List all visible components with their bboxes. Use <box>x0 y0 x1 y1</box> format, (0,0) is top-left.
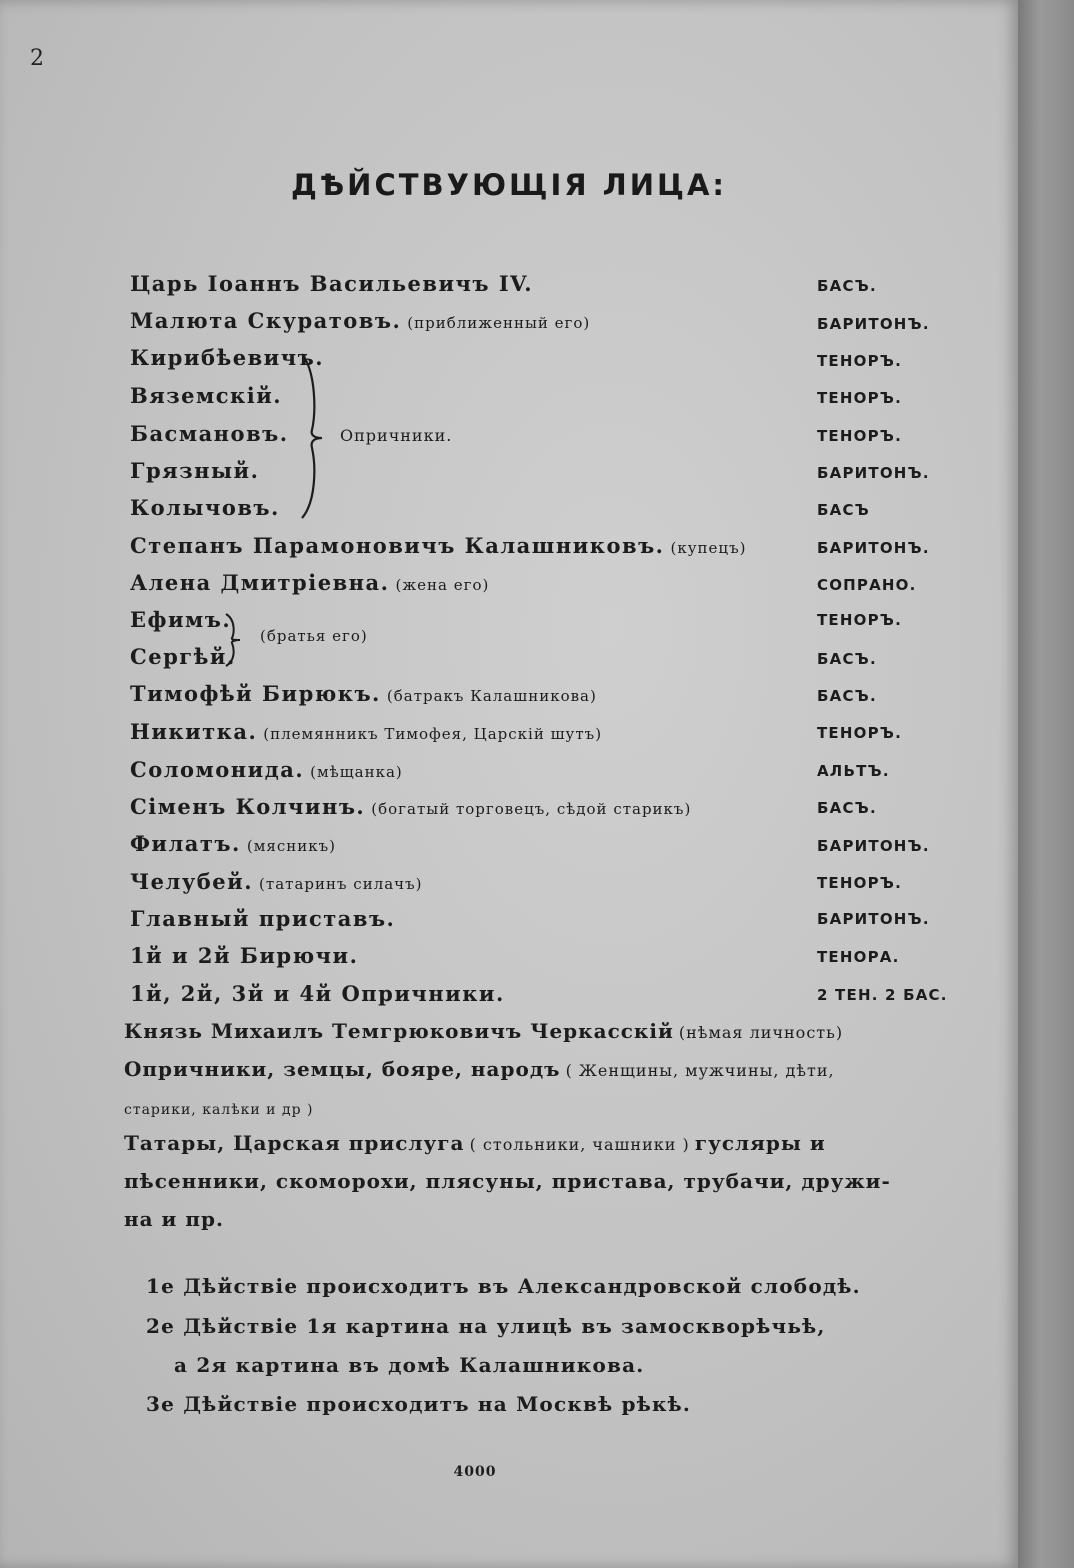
cast-note: (мясникъ) <box>246 837 337 855</box>
cast-voice: БАРИТОНЪ. <box>817 910 930 928</box>
cast-row <box>130 604 231 636</box>
cast-voice: БАСЪ. <box>817 650 877 668</box>
cast-row <box>130 530 746 562</box>
tatars-text: на и пр. <box>124 1207 224 1231</box>
crowd-text: Опричники, земцы, бояре, народъ <box>124 1057 561 1081</box>
oprichniki-brace <box>294 352 324 520</box>
cast-voice: БАСЪ <box>817 501 870 519</box>
cast-row <box>130 455 259 487</box>
cast-name: Вяземскій. <box>130 383 283 408</box>
cast-voice: БАРИТОНЪ. <box>817 837 930 855</box>
cast-name: Грязный. <box>130 458 260 483</box>
cast-name: Никитка. <box>130 719 258 744</box>
tatars-line-1 <box>124 1124 826 1164</box>
cast-row <box>130 978 505 1010</box>
cast-note: (приближенный его) <box>407 314 591 332</box>
cast-name: Сіменъ Колчинъ. <box>130 794 366 819</box>
cast-name: Малюта Скуратовъ. <box>130 308 402 333</box>
cast-name: Сергѣй. <box>130 644 236 669</box>
cast-row <box>130 641 236 673</box>
cast-voice: ТЕНОРА. <box>817 948 900 966</box>
cast-row <box>130 418 289 450</box>
crowd-note-cont: старики, калѣки и др ) <box>124 1102 314 1118</box>
cast-voice: ТЕНОРЪ. <box>817 724 902 742</box>
cast-row <box>130 940 358 972</box>
act-line: 1е Дѣйствіе происходитъ въ Александровской слободѣ. <box>146 1274 861 1298</box>
corner-mark: 2 <box>30 46 44 71</box>
page-number: 4000 <box>453 1464 497 1480</box>
cast-note: (жена его) <box>395 576 490 594</box>
prince-line <box>124 1012 843 1052</box>
cast-row <box>130 903 395 935</box>
oprichniki-label: Опричники. <box>340 426 453 445</box>
cast-voice: БАРИТОНЪ. <box>817 464 930 482</box>
cast-row <box>130 716 602 748</box>
act-line: 2е Дѣйствіе 1я картина на улицѣ въ замоскворѣчьѣ, <box>146 1314 826 1338</box>
brothers-brace <box>222 612 242 668</box>
cast-voice: ТЕНОРЪ. <box>817 611 902 629</box>
page-edge <box>1018 0 1074 1568</box>
cast-note: (купецъ) <box>670 539 747 557</box>
cast-row <box>130 567 489 599</box>
brothers-label: (братья его) <box>260 627 368 645</box>
cast-voice: БАРИТОНЪ. <box>817 315 930 333</box>
cast-name: 1й, 2й, 3й и 4й Опричники. <box>130 981 505 1006</box>
cast-voice: ТЕНОРЪ. <box>817 389 902 407</box>
cast-note: (мѣщанка) <box>310 763 403 781</box>
prince-note: (нѣмая личность) <box>678 1023 844 1042</box>
tatars-line-3 <box>124 1200 224 1240</box>
crowd-note: ( Женщины, мужчины, дѣти, <box>565 1061 835 1080</box>
cast-row <box>130 754 403 786</box>
tatars-text: пѣсенники, скоморохи, плясуны, пристава, трубачи, дружи- <box>124 1169 891 1193</box>
cast-name: Кирибѣевичъ. <box>130 345 325 370</box>
cast-row <box>130 828 336 860</box>
page-title: ДѢЙСТВУЮЩІЯ ЛИЦА: <box>290 168 727 202</box>
cast-voice: ТЕНОРЪ. <box>817 874 902 892</box>
cast-name: Ефимъ. <box>130 607 232 632</box>
crowd-line-1 <box>124 1050 835 1090</box>
tatars-text-cont: гусляры и <box>694 1131 826 1155</box>
cast-name: Соломонида. <box>130 757 305 782</box>
cast-row <box>130 678 597 710</box>
cast-row <box>130 791 691 823</box>
cast-row <box>130 492 280 524</box>
cast-voice: ТЕНОРЪ. <box>817 427 902 445</box>
cast-row <box>130 305 590 337</box>
cast-name: Главный приставъ. <box>130 906 396 931</box>
act-line: 3е Дѣйствіе происходитъ на Москвѣ рѣкѣ. <box>146 1392 692 1416</box>
tatars-line-2 <box>124 1162 891 1202</box>
cast-row <box>130 380 282 412</box>
cast-row <box>130 866 422 898</box>
cast-note: (богатый торговецъ, сѣдой старикъ) <box>371 800 692 818</box>
prince-name: Князь Михаилъ Темгрюковичъ Черкасскій <box>124 1019 674 1043</box>
cast-name: 1й и 2й Бирючи. <box>130 943 359 968</box>
cast-name: Степанъ Парамоновичъ Калашниковъ. <box>130 533 665 558</box>
tatars-text: Татары, Царская прислуга <box>124 1131 465 1155</box>
cast-voice: 2 ТЕН. 2 БАС. <box>817 986 948 1004</box>
cast-voice: СОПРАНО. <box>817 576 917 594</box>
cast-voice: ТЕНОРЪ. <box>817 352 902 370</box>
cast-voice: БАСЪ. <box>817 687 877 705</box>
cast-row <box>130 268 533 300</box>
cast-voice: АЛЬТЪ. <box>817 762 890 780</box>
cast-note: (татаринъ силачъ) <box>259 875 423 893</box>
cast-name: Тимофѣй Бирюкъ. <box>130 681 381 706</box>
act-line: а 2я картина въ домѣ Калашникова. <box>174 1353 645 1377</box>
cast-voice: БАСЪ. <box>817 277 877 295</box>
cast-name: Царь Іоаннъ Васильевичъ IV. <box>130 271 534 296</box>
cast-voice: БАРИТОНЪ. <box>817 539 930 557</box>
brothers-label-row <box>254 622 368 650</box>
tatars-note: ( стольники, чашники ) <box>469 1135 690 1154</box>
cast-name: Алена Дмитріевна. <box>130 570 390 595</box>
cast-voice: БАСЪ. <box>817 799 877 817</box>
cast-name: Басмановъ. <box>130 421 289 446</box>
cast-name: Челубей. <box>130 869 254 894</box>
cast-name: Колычовъ. <box>130 495 280 520</box>
cast-note: (племянникъ Тимофея, Царскій шутъ) <box>263 725 603 743</box>
cast-note: (батракъ Калашникова) <box>386 687 597 705</box>
cast-name: Филатъ. <box>130 831 241 856</box>
